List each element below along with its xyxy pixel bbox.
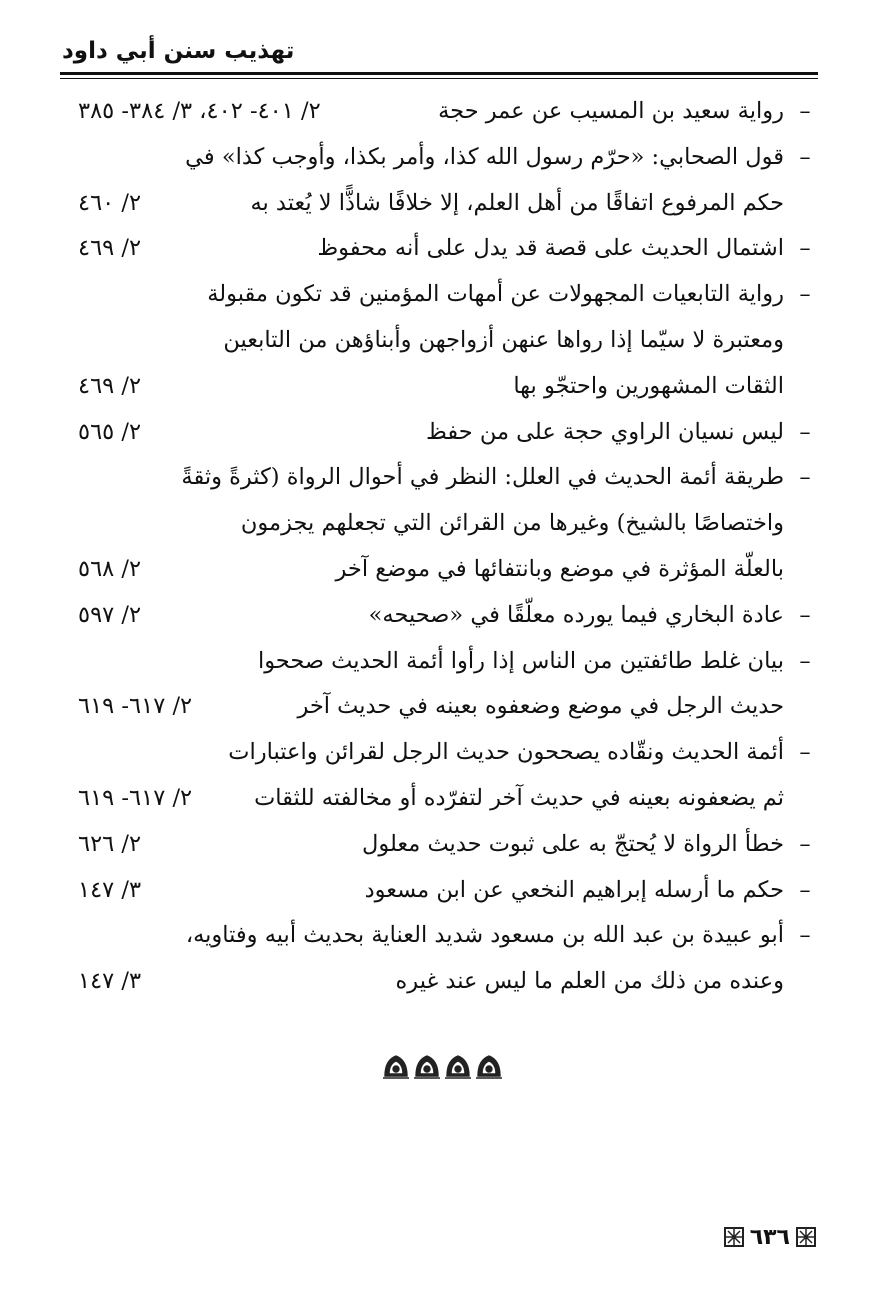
entry-text: بالعلّة المؤثرة في موضع وبانتفائها في موضع آخر bbox=[335, 556, 784, 582]
index-entry bbox=[70, 94, 818, 128]
index-entry bbox=[70, 140, 818, 174]
entry-text: أبو عبيدة بن عبد الله بن مسعود شديد العناية بحديث أبيه وفتاويه، bbox=[185, 922, 784, 948]
book-title: تهذيب سنن أبي داود bbox=[62, 38, 295, 64]
page-footer bbox=[724, 1222, 816, 1252]
ornament-square-icon bbox=[796, 1227, 816, 1247]
entry-page-ref: ٢/ ٤٦٩ bbox=[78, 235, 142, 261]
entry-dash: – bbox=[799, 464, 811, 490]
entry-page-ref: ٣/ ١٤٧ bbox=[78, 968, 142, 994]
entry-dash: – bbox=[799, 739, 811, 765]
entry-dash: – bbox=[799, 831, 811, 857]
entry-dash: – bbox=[799, 235, 811, 261]
entry-dash: – bbox=[799, 922, 811, 948]
index-entry bbox=[70, 277, 818, 311]
entry-page-ref: ٢/ ٥٩٧ bbox=[78, 602, 142, 628]
entry-text: حكم المرفوع اتفاقًا من أهل العلم، إلا خلافًا شاذًّا لا يُعتد به bbox=[250, 190, 784, 216]
entry-page-ref: ٢/ ٤٦٠ bbox=[78, 190, 142, 216]
entry-dash: – bbox=[799, 419, 811, 445]
entry-dash: – bbox=[799, 144, 811, 170]
index-entry-continuation bbox=[70, 552, 818, 586]
index-entry bbox=[70, 415, 818, 449]
ornament-square-icon bbox=[724, 1227, 744, 1247]
entry-page-ref: ٣/ ١٤٧ bbox=[78, 877, 142, 903]
index-entry bbox=[70, 918, 818, 952]
entry-dash: – bbox=[799, 602, 811, 628]
entry-text: طريقة أئمة الحديث في العلل: النظر في أحوال الرواة (كثرةً وثقةً bbox=[181, 464, 784, 490]
index-entry-continuation bbox=[70, 689, 818, 723]
entry-text: ثم يضعفونه بعينه في حديث آخر لتفرّده أو مخالفته للثقات bbox=[254, 785, 784, 811]
entry-text: أئمة الحديث ونقّاده يصححون حديث الرجل لقرائن واعتبارات bbox=[228, 739, 784, 765]
entry-text: رواية سعيد بن المسيب عن عمر حجة bbox=[438, 98, 784, 124]
entry-page-ref: ٢/ ٤٠١- ٤٠٢، ٣/ ٣٨٤- ٣٨٥ bbox=[78, 98, 321, 124]
entry-page-ref: ٢/ ٥٦٥ bbox=[78, 419, 142, 445]
entry-dash: – bbox=[799, 648, 811, 674]
entry-text: حديث الرجل في موضع وضعفوه بعينه في حديث آخر bbox=[297, 693, 784, 719]
entry-text: عادة البخاري فيما يورده معلّقًا في «صحيحه» bbox=[368, 602, 784, 628]
section-end-ornament bbox=[0, 1050, 892, 1086]
entry-text: ومعتبرة لا سيّما إذا رواها عنهن أزواجهن وأبناؤهن من التابعين bbox=[223, 327, 784, 353]
entry-page-ref: ٢/ ٥٦٨ bbox=[78, 556, 142, 582]
header-rule-thin bbox=[60, 78, 818, 79]
header-rule-thick bbox=[60, 72, 818, 75]
index-entry-continuation bbox=[70, 964, 818, 998]
index-entry-continuation bbox=[70, 506, 818, 540]
entry-page-ref: ٢/ ٦١٧- ٦١٩ bbox=[78, 785, 193, 811]
index-entry bbox=[70, 735, 818, 769]
entry-text: واختصاصًا بالشيخ) وغيرها من القرائن التي تجعلهم يجزمون bbox=[240, 510, 784, 536]
entry-text: ليس نسيان الراوي حجة على من حفظ bbox=[426, 419, 784, 445]
index-entry bbox=[70, 644, 818, 678]
entry-dash: – bbox=[799, 877, 811, 903]
entry-dash: – bbox=[799, 98, 811, 124]
index-entry-continuation bbox=[70, 186, 818, 220]
entry-text: وعنده من ذلك من العلم ما ليس عند غيره bbox=[395, 968, 784, 994]
entry-page-ref: ٢/ ٦١٧- ٦١٩ bbox=[78, 693, 193, 719]
entry-text: بيان غلط طائفتين من الناس إذا رأوا أئمة الحديث صححوا bbox=[257, 648, 784, 674]
index-entry bbox=[70, 598, 818, 632]
entry-page-ref: ٢/ ٦٢٦ bbox=[78, 831, 142, 857]
entry-text: اشتمال الحديث على قصة قد يدل على أنه محفوظ bbox=[317, 235, 784, 261]
index-entry-continuation bbox=[70, 369, 818, 403]
entry-text: قول الصحابي: «حرّم رسول الله كذا، وأمر بكذا، وأوجب كذا» في bbox=[185, 144, 784, 170]
entry-page-ref: ٢/ ٤٦٩ bbox=[78, 373, 142, 399]
index-entry bbox=[70, 231, 818, 265]
index-entry bbox=[70, 873, 818, 907]
entry-text: الثقات المشهورين واحتجّو بها bbox=[513, 373, 784, 399]
index-entry-continuation bbox=[70, 323, 818, 357]
index-entry bbox=[70, 460, 818, 494]
floral-ornament-icon bbox=[381, 1050, 511, 1082]
entry-text: خطأ الرواة لا يُحتجّ به على ثبوت حديث معلول bbox=[361, 831, 784, 857]
page-number: ٦٣٦ bbox=[749, 1224, 790, 1250]
index-entry-continuation bbox=[70, 781, 818, 815]
index-entry bbox=[70, 827, 818, 861]
entry-text: حكم ما أرسله إبراهيم النخعي عن ابن مسعود bbox=[364, 877, 784, 903]
entry-dash: – bbox=[799, 281, 811, 307]
entry-text: رواية التابعيات المجهولات عن أمهات المؤمنين قد تكون مقبولة bbox=[207, 281, 784, 307]
